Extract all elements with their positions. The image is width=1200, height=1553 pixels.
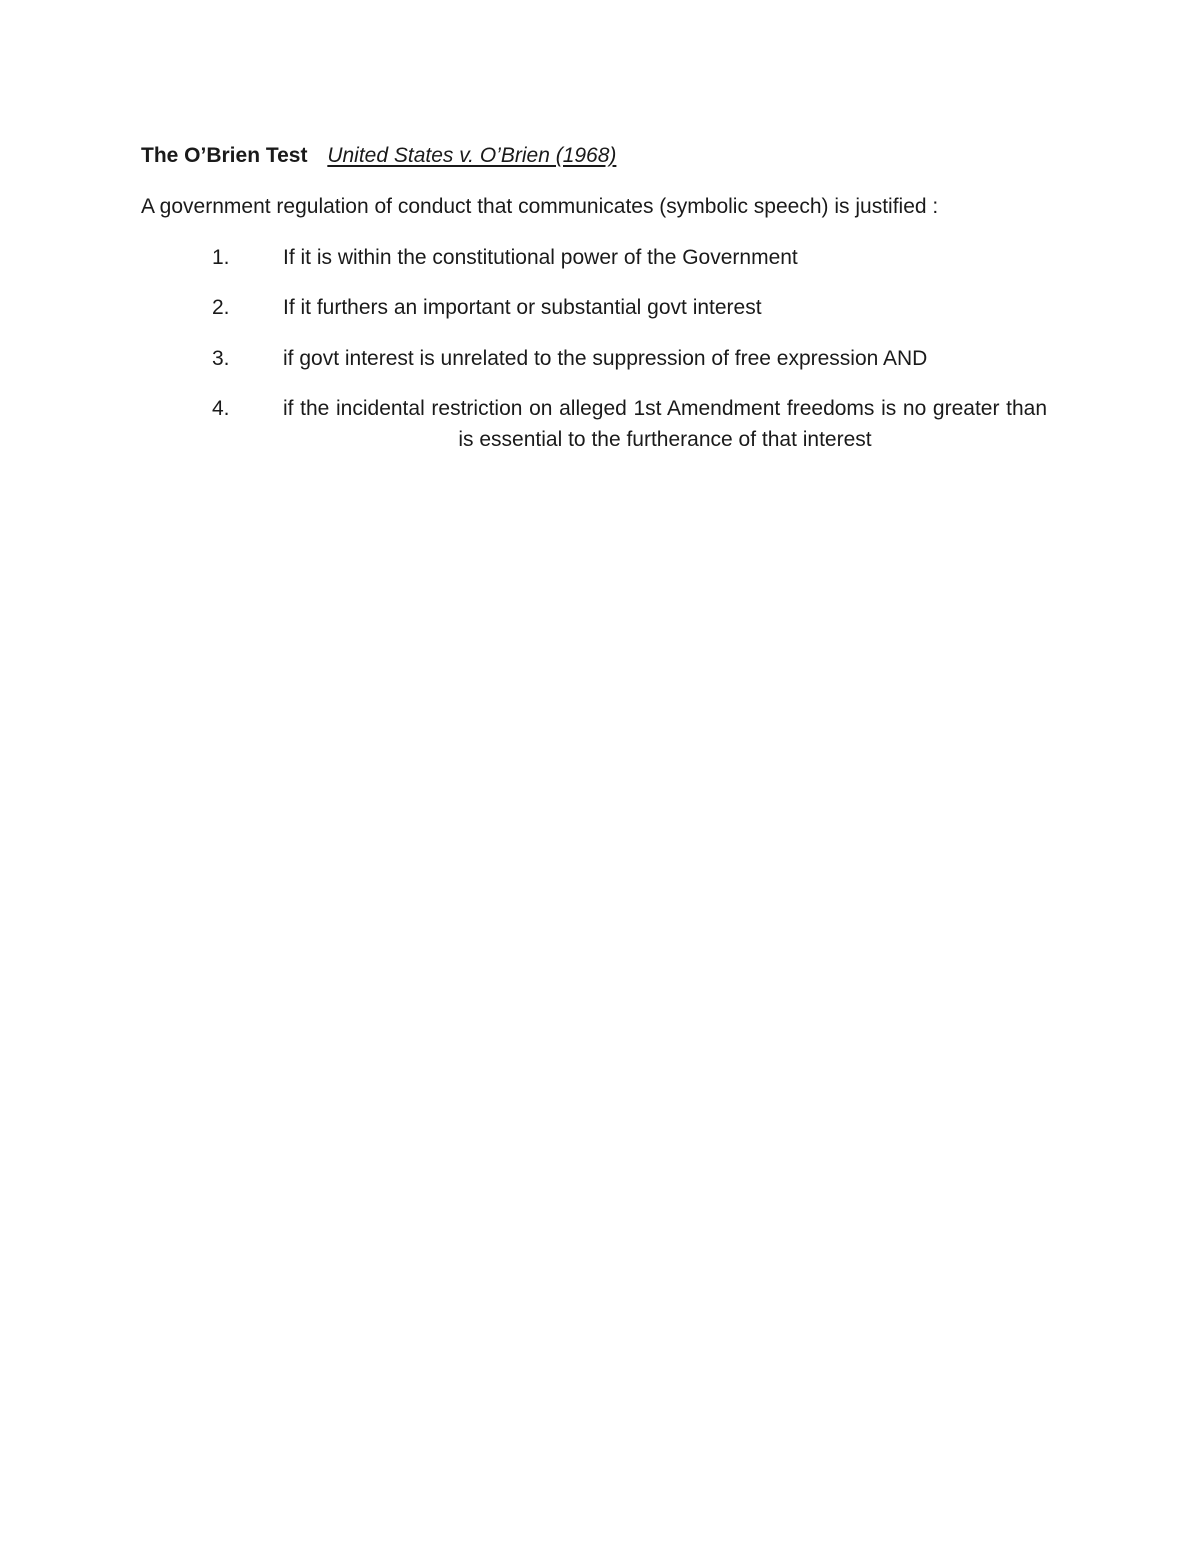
document-title: The O’Brien Test (141, 144, 308, 167)
intro-paragraph: A government regulation of conduct that communicates (symbolic speech) is justified : (141, 195, 939, 218)
list-item-number: 3. (212, 347, 230, 370)
list-item-number: 2. (212, 296, 230, 319)
case-citation: United States v. O’Brien (1968) (327, 144, 617, 167)
list-item-text: if govt interest is unrelated to the suppression of free expression AND (283, 347, 928, 370)
list-item-number: 1. (212, 246, 230, 269)
list-item-text: If it furthers an important or substantial govt interest (283, 296, 762, 319)
list-item-number: 4. (212, 397, 230, 420)
list-item-text: If it is within the constitutional power of the Government (283, 246, 798, 269)
list-item-text: if the incidental restriction on alleged 1st Amendment freedoms is no greater than is essential to the furtherance of that interest (283, 397, 1047, 451)
document-heading (141, 142, 616, 170)
